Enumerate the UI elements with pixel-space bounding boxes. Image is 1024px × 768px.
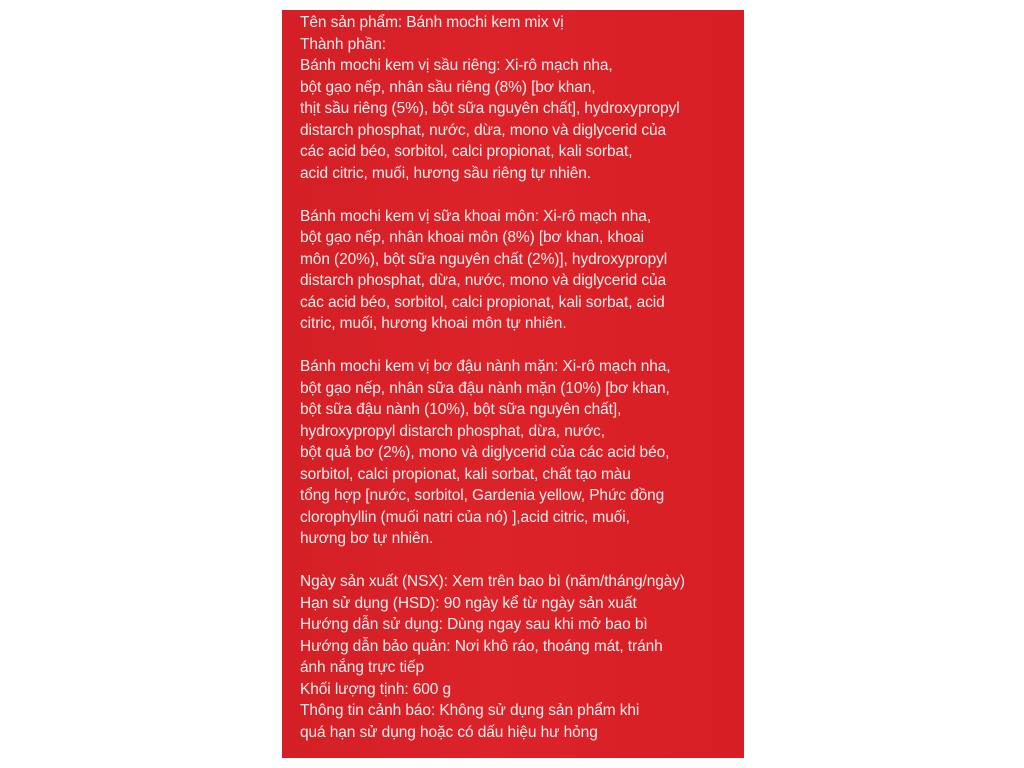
label-line: Bánh mochi kem vị sữa khoai môn: Xi-rô mạch nha, (300, 207, 652, 225)
label-line: Bánh mochi kem vị bơ đậu nành mặn: Xi-rô mạch nha, (300, 358, 671, 375)
label-line: sorbitol, calci propionat, kali sorbat, chất tạo màu (300, 465, 631, 483)
label-line: Hạn sử dụng (HSD): 90 ngày kể từ ngày sản xuất (300, 594, 637, 612)
label-line: citric, muối, hương khoai môn tự nhiên. (300, 315, 567, 332)
label-text (300, 12, 740, 743)
label-line: clorophyllin (muối natri của nó) ],acid citric, muối, (300, 508, 630, 526)
label-line: hương bơ tự nhiên. (300, 530, 434, 547)
label-line: các acid béo, sorbitol, calci propionat, kali sorbat, acid (300, 293, 665, 311)
label-line: quá hạn sử dụng hoặc có dấu hiệu hư hỏng (300, 723, 598, 741)
label-line: hydroxypropyl distarch phosphat, dừa, nước, (300, 422, 605, 440)
label-line: môn (20%), bột sữa nguyên chất (2%)], hydroxypropyl (300, 250, 668, 268)
label-line: các acid béo, sorbitol, calci propionat, kali sorbat, (300, 143, 633, 160)
label-line: Bánh mochi kem vị sầu riêng: Xi-rô mạch nha, (300, 57, 613, 74)
label-line: Thành phần: (300, 35, 386, 53)
label-line: bột gạo nếp, nhân sầu riêng (8%) [bơ khan, (300, 78, 596, 96)
label-line: tổng hợp [nước, sorbitol, Gardenia yellow, Phức đồng (300, 487, 665, 504)
label-line: distarch phosphat, nước, dừa, mono và diglycerid của (300, 121, 667, 139)
label-paragraph (300, 206, 740, 335)
label-paragraph (300, 571, 740, 743)
label-line: Khối lượng tịnh: 600 g (300, 680, 452, 698)
label-line: Tên sản phẩm: Bánh mochi kem mix vị (300, 14, 564, 31)
product-label-panel (282, 10, 744, 758)
label-line: bột gạo nếp, nhân sữa đậu nành mặn (10%) [bơ khan, (300, 379, 670, 397)
label-line: bột quả bơ (2%), mono và diglycerid của các acid béo, (300, 444, 670, 461)
label-paragraph (300, 356, 740, 550)
label-line: bột gạo nếp, nhân khoai môn (8%) [bơ khan, khoai (300, 229, 645, 246)
label-line: Hướng dẫn bảo quản: Nơi khô ráo, thoáng mát, tránh (300, 637, 663, 655)
label-line: distarch phosphat, dừa, nước, mono và diglycerid của (300, 272, 667, 289)
label-line: bột sữa đậu nành (10%), bột sữa nguyên chất], (300, 401, 622, 418)
label-line: Hướng dẫn sử dụng: Dùng ngay sau khi mở bao bì (300, 616, 648, 633)
label-line: thịt sầu riêng (5%), bột sữa nguyên chất], hydroxypropyl (300, 100, 680, 117)
label-line: acid citric, muối, hương sầu riêng tự nhiên. (300, 164, 592, 182)
label-line: Thông tin cảnh báo: Không sử dụng sản phẩm khi (300, 702, 640, 719)
label-paragraph (300, 12, 740, 184)
label-line: ánh nắng trực tiếp (300, 659, 425, 676)
label-line: Ngày sản xuất (NSX): Xem trên bao bì (năm/tháng/ngày) (300, 573, 685, 590)
